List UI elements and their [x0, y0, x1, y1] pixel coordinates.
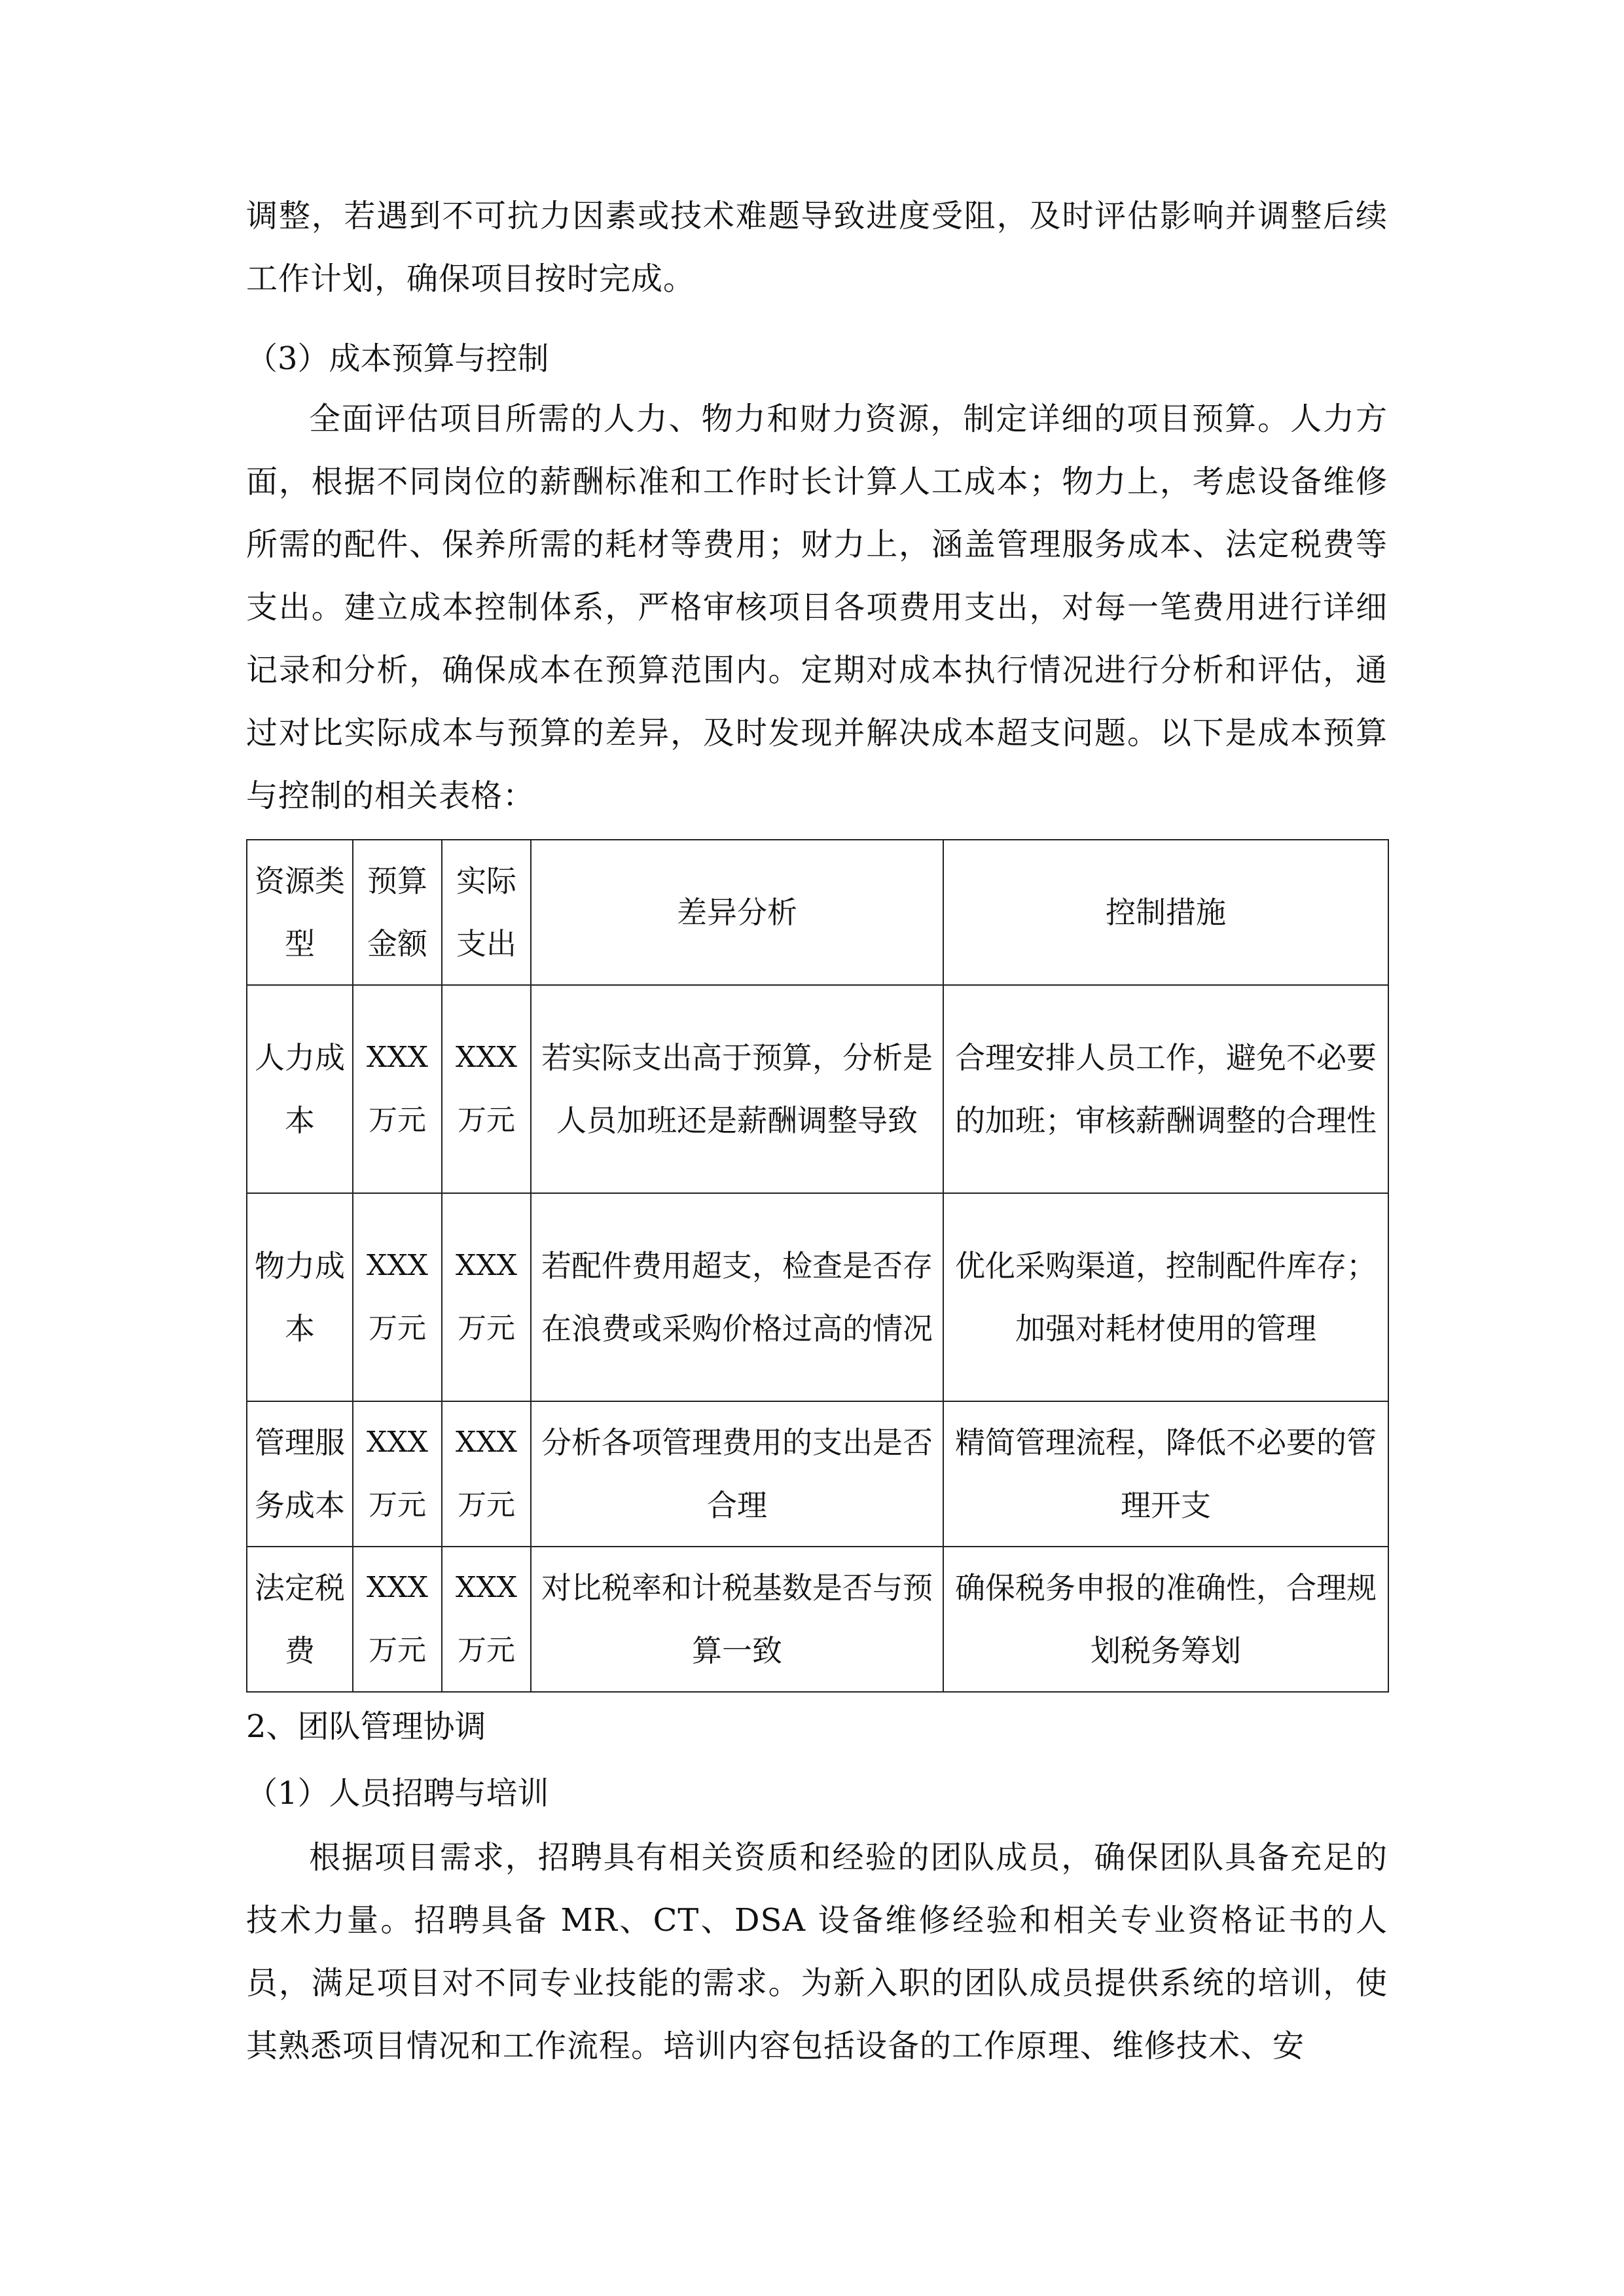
table-cell: XXX万元	[353, 1193, 442, 1401]
table-cell: XXX万元	[353, 1401, 442, 1547]
cost-budget-paragraph: 全面评估项目所需的人力、物力和财力资源，制定详细的项目预算。人力方面，根据不同岗位的薪酬标准和工作时长计算人工成本；物力上，考虑设备维修所需的配件、保养所需的耗材等费用；财力上，涵盖管理服务成本、法定税费等支出。建立成本控制体系，严格审核项目各项费用支出，对每一笔费用进行详细记录和分析，确保成本在预算范围内。定期对成本执行情况进行分析和评估，通过对比实际成本与预算的差异，及时发现并解决成本超支问题。以下是成本预算与控制的相关表格：	[246, 401, 1388, 814]
table-cell: XXX万元	[353, 1547, 442, 1692]
table-cell: XXX万元	[442, 985, 531, 1193]
table-cell: 管理服务成本	[247, 1401, 353, 1547]
table-cell: XXX万元	[353, 985, 442, 1193]
table-row	[247, 985, 1388, 1193]
section-heading-team-management: 2、团队管理协调	[246, 1708, 486, 1745]
cost-budget-table	[246, 839, 1389, 1693]
table-row	[247, 1401, 1388, 1547]
table-row	[247, 1547, 1388, 1692]
table-cell: 若实际支出高于预算，分析是人员加班还是薪酬调整导致	[531, 985, 943, 1193]
subsection-heading-recruitment: （1）人员招聘与培训	[246, 1775, 549, 1812]
table-cell: 法定税费	[247, 1547, 353, 1692]
table-header-cell: 控制措施	[943, 840, 1388, 985]
intro-paragraph: 调整，若遇到不可抗力因素或技术难题导致进度受阻，及时评估影响并调整后续工作计划，确保项目按时完成。	[246, 198, 1388, 297]
table-cell: 优化采购渠道，控制配件库存；加强对耗材使用的管理	[943, 1193, 1388, 1401]
recruitment-paragraph: 根据项目需求，招聘具有相关资质和经验的团队成员，确保团队具备充足的技术力量。招聘具备 MR、CT、DSA 设备维修经验和相关专业资格证书的人员，满足项目对不同专业技能的需求。为新入职的团队成员提供系统的培训，使其熟悉项目情况和工作流程。培训内容包括设备的工作原理、维修技术、安	[246, 1839, 1388, 2064]
table-cell: 物力成本	[247, 1193, 353, 1401]
table-cell: 精简管理流程，降低不必要的管理开支	[943, 1401, 1388, 1547]
table-cell: XXX万元	[442, 1547, 531, 1692]
table-row	[247, 1193, 1388, 1401]
table-cell: 合理安排人员工作，避免不必要的加班；审核薪酬调整的合理性	[943, 985, 1388, 1193]
table-cell: 分析各项管理费用的支出是否合理	[531, 1401, 943, 1547]
table-cell: 若配件费用超支，检查是否存在浪费或采购价格过高的情况	[531, 1193, 943, 1401]
section-heading-cost-budget: （3）成本预算与控制	[246, 340, 549, 377]
table-cell: XXX万元	[442, 1401, 531, 1547]
table-cell: XXX万元	[442, 1193, 531, 1401]
table-cell: 确保税务申报的准确性，合理规划税务筹划	[943, 1547, 1388, 1692]
table-header-cell: 预算金额	[353, 840, 442, 985]
table-header-cell: 实际支出	[442, 840, 531, 985]
table-header-row	[247, 840, 1388, 985]
table-cell: 人力成本	[247, 985, 353, 1193]
table-cell: 对比税率和计税基数是否与预算一致	[531, 1547, 943, 1692]
table-header-cell: 资源类型	[247, 840, 353, 985]
table-header-cell: 差异分析	[531, 840, 943, 985]
